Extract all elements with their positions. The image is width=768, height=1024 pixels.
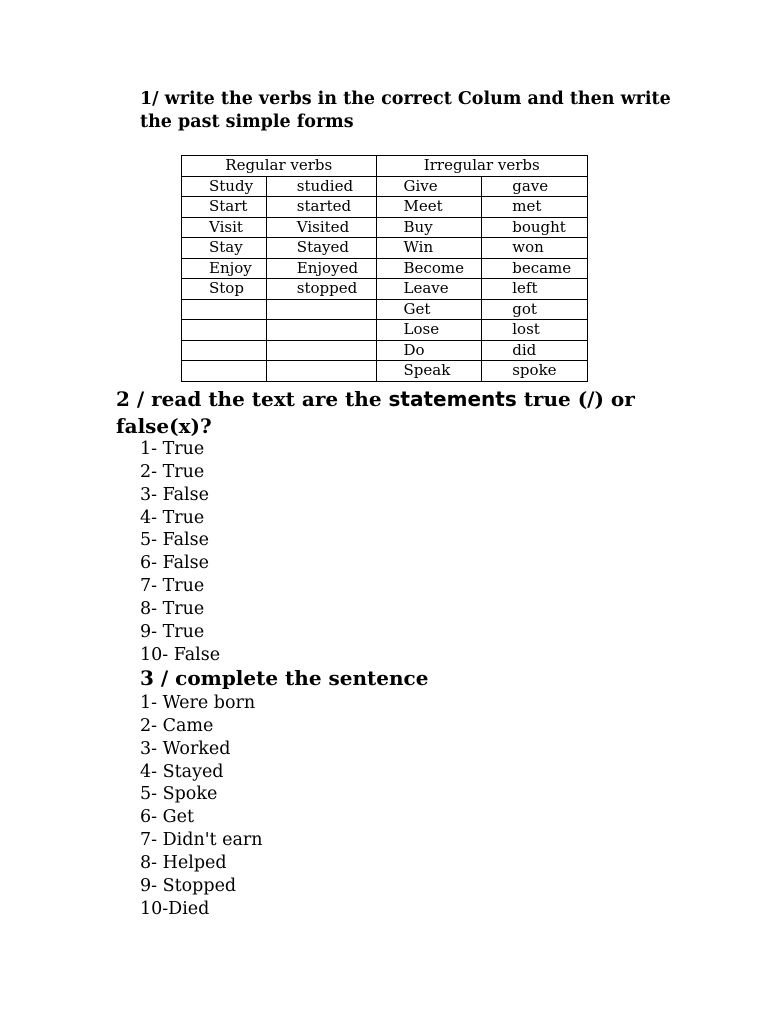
table-row	[182, 197, 588, 218]
irregular-base-cell: Win	[376, 238, 482, 259]
table-row	[182, 217, 588, 238]
list-item: 7- True	[140, 576, 205, 597]
table-row	[182, 279, 588, 300]
regular-base-cell	[182, 299, 267, 320]
verbs-table	[181, 155, 588, 382]
regular-past-cell: Visited	[266, 217, 376, 238]
table-row	[182, 176, 588, 197]
list-item: 10- False	[140, 644, 221, 665]
section3-answer-list	[140, 692, 263, 920]
table-row	[182, 361, 588, 382]
irregular-base-cell: Give	[376, 176, 482, 197]
irregular-verbs-header: Irregular verbs	[376, 156, 587, 177]
list-item: 8- True	[140, 598, 205, 619]
irregular-base-cell: Speak	[376, 361, 482, 382]
list-item: 6- False	[140, 553, 209, 574]
verbs-table-body	[182, 176, 588, 381]
section2-heading-part3: true (/) or false(x)?	[116, 387, 635, 438]
irregular-past-cell: lost	[482, 320, 588, 341]
list-item: 3- False	[140, 484, 209, 505]
irregular-base-cell: Lose	[376, 320, 482, 341]
list-item: 5- Spoke	[140, 784, 218, 805]
regular-past-cell: started	[266, 197, 376, 218]
regular-base-cell: Visit	[182, 217, 267, 238]
section1-heading: 1/ write the verbs in the correct Colum and then write the past simple forms	[140, 89, 671, 132]
list-item: 7- Didn't earn	[140, 830, 263, 851]
regular-base-cell	[182, 361, 267, 382]
section2-heading-part1: 2 / read the text are the	[116, 387, 389, 411]
regular-base-cell	[182, 340, 267, 361]
list-item: 9- Stopped	[140, 875, 237, 896]
regular-past-cell	[266, 299, 376, 320]
list-item: 1- True	[140, 439, 205, 459]
list-item: 3- Worked	[140, 738, 231, 759]
list-item: 4- Stayed	[140, 761, 224, 782]
list-item: 2- Came	[140, 715, 214, 736]
list-item: 1- Were born	[140, 693, 256, 713]
table-row	[182, 320, 588, 341]
list-item: 4- True	[140, 507, 205, 528]
irregular-base-cell: Leave	[376, 279, 482, 300]
table-header-row	[182, 156, 588, 177]
list-item: 9- True	[140, 621, 205, 642]
regular-past-cell: Stayed	[266, 238, 376, 259]
regular-verbs-header: Regular verbs	[182, 156, 377, 177]
list-item: 8- Helped	[140, 852, 227, 873]
irregular-base-cell: Meet	[376, 197, 482, 218]
regular-base-cell	[182, 320, 267, 341]
regular-base-cell: Start	[182, 197, 267, 218]
regular-past-cell: stopped	[266, 279, 376, 300]
regular-base-cell: Enjoy	[182, 258, 267, 279]
irregular-past-cell: won	[482, 238, 588, 259]
regular-past-cell	[266, 320, 376, 341]
irregular-past-cell: gave	[482, 176, 588, 197]
regular-base-cell: Study	[182, 176, 267, 197]
regular-past-cell	[266, 340, 376, 361]
regular-base-cell: Stay	[182, 238, 267, 259]
regular-past-cell: studied	[266, 176, 376, 197]
irregular-base-cell: Get	[376, 299, 482, 320]
irregular-past-cell: bought	[482, 217, 588, 238]
irregular-base-cell: Become	[376, 258, 482, 279]
section2-answer-list	[140, 438, 220, 666]
regular-past-cell: Enjoyed	[266, 258, 376, 279]
list-item: 2- True	[140, 461, 205, 482]
irregular-past-cell: left	[482, 279, 588, 300]
table-row	[182, 238, 588, 259]
section3-heading: 3 / complete the sentence	[140, 666, 429, 690]
irregular-past-cell: did	[482, 340, 588, 361]
table-row	[182, 258, 588, 279]
irregular-past-cell: spoke	[482, 361, 588, 382]
irregular-base-cell: Do	[376, 340, 482, 361]
section2-heading	[116, 386, 676, 440]
table-row	[182, 340, 588, 361]
irregular-past-cell: became	[482, 258, 588, 279]
section2-heading-part2: statements	[388, 387, 517, 411]
list-item: 10-Died	[140, 898, 210, 919]
regular-base-cell: Stop	[182, 279, 267, 300]
irregular-base-cell: Buy	[376, 217, 482, 238]
irregular-past-cell: got	[482, 299, 588, 320]
irregular-past-cell: met	[482, 197, 588, 218]
table-row	[182, 299, 588, 320]
list-item: 6- Get	[140, 807, 194, 828]
list-item: 5- False	[140, 530, 209, 551]
regular-past-cell	[266, 361, 376, 382]
